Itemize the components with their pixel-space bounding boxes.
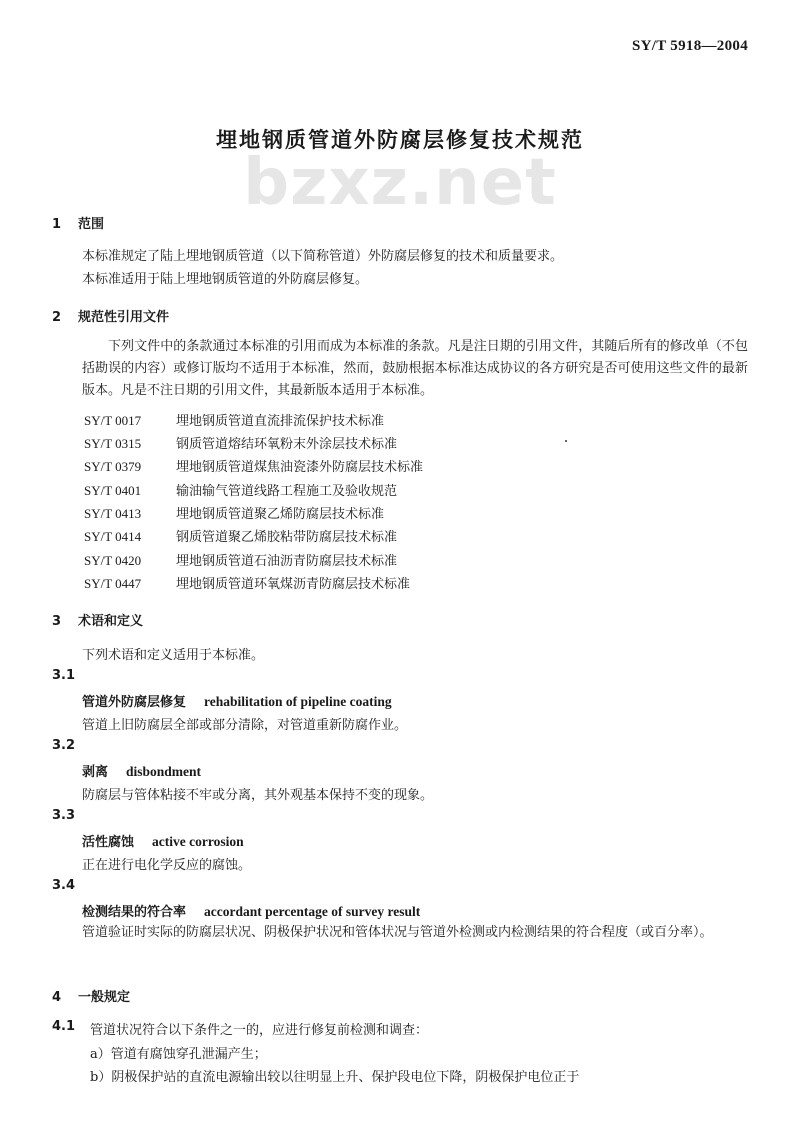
scope-text: 本标准适用于陆上埋地钢质管道的外防腐层修复。 [82, 272, 369, 287]
reference-title: 埋地钢质管道聚乙烯防腐层技术标准 [176, 507, 385, 522]
reference-code: SY/T 0379 [84, 459, 142, 474]
term-chinese: 管道外防腐层修复 [82, 695, 187, 710]
document-title: 埋地钢质管道外防腐层修复技术规范 [216, 128, 584, 152]
reference-code: SY/T 0401 [84, 483, 142, 498]
terms-intro: 下列术语和定义适用于本标准。 [82, 648, 265, 663]
list-item: b）阴极保护站的直流电源输出较以往明显上升、保护段电位下降，阴极保护电位正于 [90, 1070, 580, 1085]
term-definition: 管道验证时实际的防腐层状况、阴极保护状况和管体状况与管道外检测或内检测结果的符合程度（或百分率）。 [82, 925, 713, 940]
term-chinese: 活性腐蚀 [82, 835, 135, 850]
clause-number: 3.2 [52, 738, 76, 753]
section-number: 1 [52, 217, 62, 232]
term-english: rehabilitation of pipeline coating [204, 694, 392, 709]
reference-item [84, 573, 410, 592]
section-2-heading [52, 306, 169, 325]
scan-speck [565, 440, 567, 442]
term-definition: 管道上旧防腐层全部或部分清除，对管道重新防腐作业。 [82, 718, 408, 733]
section-title: 范围 [78, 217, 105, 232]
reference-title: 输油输气管道线路工程施工及验收规范 [176, 484, 398, 499]
term-definition: 正在进行电化学反应的腐蚀。 [82, 858, 252, 873]
term-entry [82, 831, 244, 850]
reference-item [84, 526, 397, 545]
reference-item [84, 550, 397, 569]
section-title: 一般规定 [78, 990, 131, 1005]
clause-number: 4.1 [52, 1019, 76, 1034]
term-english: disbondment [126, 764, 202, 779]
watermark: bzxz.net [243, 146, 557, 220]
reference-item [84, 433, 397, 452]
term-entry [82, 901, 420, 920]
reference-title: 埋地钢质管道直流排流保护技术标准 [176, 414, 385, 429]
reference-title: 钢质管道熔结环氧粉末外涂层技术标准 [176, 437, 398, 452]
section-title: 术语和定义 [78, 614, 144, 629]
clause-number: 3.3 [52, 808, 76, 823]
reference-title: 埋地钢质管道环氧煤沥青防腐层技术标准 [176, 577, 411, 592]
term-chinese: 检测结果的符合率 [82, 905, 187, 920]
term-entry [82, 691, 392, 710]
reference-code: SY/T 0017 [84, 413, 142, 428]
reference-title: 钢质管道聚乙烯胶粘带防腐层技术标准 [176, 530, 398, 545]
standard-number: SY/T 5918—2004 [631, 38, 748, 54]
clause-number: 3.4 [52, 878, 76, 893]
reference-code: SY/T 0414 [84, 529, 142, 544]
reference-code: SY/T 0413 [84, 506, 142, 521]
reference-title: 埋地钢质管道煤焦油瓷漆外防腐层技术标准 [176, 460, 424, 475]
section-title: 规范性引用文件 [78, 310, 170, 325]
section-number: 3 [52, 614, 62, 629]
reference-code: SY/T 0447 [84, 576, 142, 591]
section-4-heading [52, 986, 130, 1005]
section-3-heading [52, 610, 143, 629]
normative-intro: 下列文件中的条款通过本标准的引用而成为本标准的条款。凡是注日期的引用文件，其随后所有的修改单（不包括勘误的内容）或修订版均不适用于本标准，然而，鼓励根据本标准达成协议的各方研究是否可使用这些文件的最新版本。凡是不注日期的引用文件，其最新版本适用于本标准。 [82, 339, 748, 398]
reference-title: 埋地钢质管道石油沥青防腐层技术标准 [176, 554, 398, 569]
reference-item [84, 503, 384, 522]
section-1-heading [52, 213, 104, 232]
term-chinese: 剥离 [82, 765, 109, 780]
clause-number: 3.1 [52, 668, 76, 683]
term-english: accordant percentage of survey result [204, 904, 421, 919]
term-definition: 防腐层与管体粘接不牢或分离，其外观基本保持不变的现象。 [82, 788, 434, 803]
section-number: 4 [52, 990, 62, 1005]
term-english: active corrosion [152, 834, 244, 849]
reference-code: SY/T 0315 [84, 436, 142, 451]
list-item: a）管道有腐蚀穿孔泄漏产生； [90, 1047, 267, 1062]
term-entry [82, 761, 201, 780]
section-number: 2 [52, 310, 62, 325]
reference-code: SY/T 0420 [84, 553, 142, 568]
reference-item [84, 456, 423, 475]
clause-text: 管道状况符合以下条件之一的，应进行修复前检测和调查： [90, 1023, 429, 1038]
reference-item [84, 480, 397, 499]
reference-item [84, 410, 384, 429]
scope-text: 本标准规定了陆上埋地钢质管道（以下简称管道）外防腐层修复的技术和质量要求。 [82, 249, 564, 264]
